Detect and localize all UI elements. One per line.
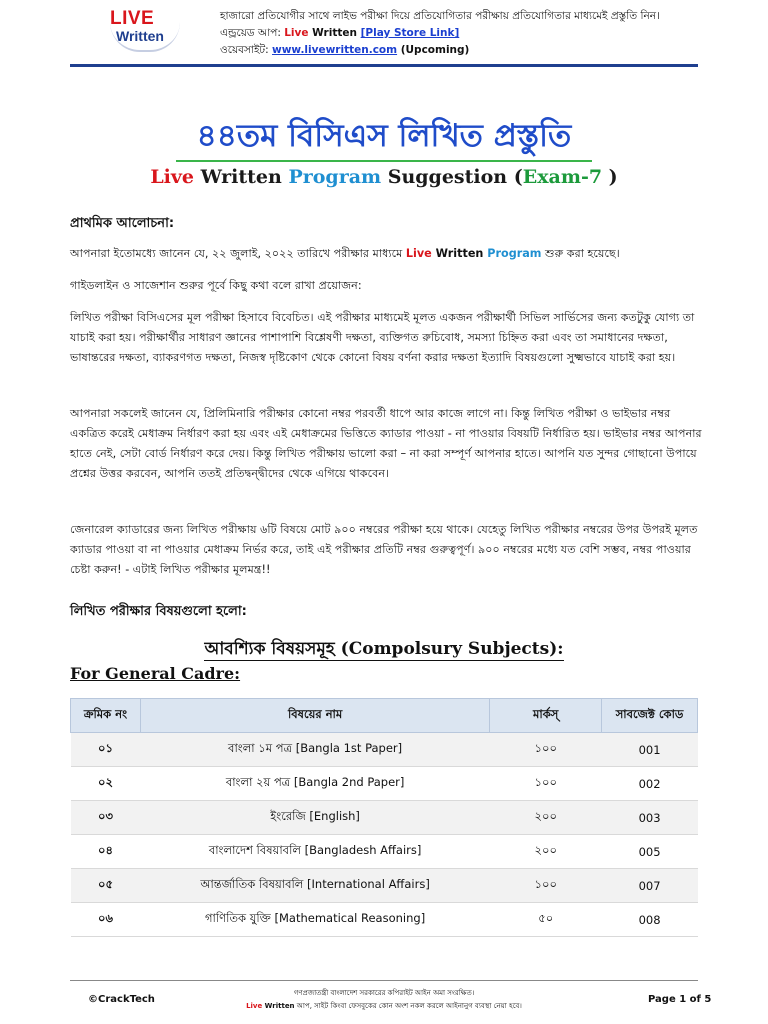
cell-subject-name: আন্তর্জাতিক বিষয়াবলি [International Affairs] bbox=[140, 869, 489, 903]
intro-paragraph-4: আপনারা সকলেই জানেন যে, প্রিলিমিনারি পরীক্ষার কোনো নম্বর পরবর্তী ধাপে আর কাজে লাগে না। কিন্তু লিখিত পরীক্ষা ও ভাইভার নম্বর একত্রিত করেই মেধাক্রম নির্ধারণ করা হয় এবং এই মেধাক্রমের ভিত্তিতে ক্যাডার পাওয়া - না পাওয়ার বিষয়টি নির্ধারিত হয়। ভাইভার নম্বর আপনার হাতে নেই, সেটা বোর্ড নির্ধারণ করে দেয়। কিন্তু লিখিত পরীক্ষায় ভালো করা – না করা সম্পূর্ণ আপনার হাতে। আপনি যত সুন্দর গোছানো উপায়ে প্রশ্নের উত্তর করবেন, আপনি ততই প্রতিদ্বন্দ্বীদের থেকে এগিয়ে থাকবেন। bbox=[70, 407, 702, 480]
table-row bbox=[71, 869, 698, 903]
cell-marks: ৫০ bbox=[490, 903, 602, 937]
cell-serial: ০৪ bbox=[71, 835, 141, 869]
subjects-table bbox=[70, 698, 698, 937]
cell-marks: ১০০ bbox=[490, 869, 602, 903]
footer-notice-line-1: গণপ্রজাতন্ত্রী বাংলাদেশ সরকারের কপিরাইট আইন অমা সংরক্ষিত। bbox=[293, 989, 475, 997]
p1-program: Program bbox=[487, 247, 542, 260]
cell-serial: ০৫ bbox=[71, 869, 141, 903]
logo-written-text: Written bbox=[116, 28, 164, 44]
footer-notice-line-2 bbox=[220, 1000, 548, 1013]
table-row bbox=[71, 801, 698, 835]
cell-code: 008 bbox=[602, 903, 698, 937]
logo-live-text: LIVE bbox=[110, 8, 155, 29]
cell-serial: ০৬ bbox=[71, 903, 141, 937]
play-store-link[interactable]: [Play Store Link] bbox=[360, 27, 460, 39]
page-title: ৪৪তম বিসিএস লিখিত প্রস্তুতি bbox=[196, 118, 572, 154]
footer-divider bbox=[70, 980, 698, 981]
general-cadre-heading: For General Cadre: bbox=[70, 664, 241, 683]
subtitle-written: Written bbox=[194, 166, 289, 188]
table-header-row bbox=[71, 699, 698, 733]
logo-arc-decoration bbox=[110, 22, 180, 52]
subtitle-close: ) bbox=[602, 166, 618, 188]
cell-code: 001 bbox=[602, 733, 698, 767]
intro-paragraph-3: লিখিত পরীক্ষা বিসিএসের মূল পরীক্ষা হিসাবে বিবেচিত। এই পরীক্ষার মাধ্যমেই মূলত একজন পরীক্ষার্থী সিভিল সার্ভিসের জন্য কতটুকু যোগ্য তা যাচাই করা হয়। পরীক্ষার্থীর সাধারণ জ্ঞানের পাশাপাশি বিশ্লেষণী দক্ষতা, ব্যক্তিগত রুচিবোধ, সমস্যা চিহ্নিত করা এবং তা সমাধানের দক্ষতা, ভাষান্তরের দক্ষতা, ব্যাকরণগত দক্ষতা, নিজস্ব দৃষ্টিকোণ থেকে কোনো বিষয় বর্ণনা করার দক্ষতা ইত্যাদি বিষয়গুলো সুক্ষ্মভাবে যাচাই করা হয়। bbox=[70, 311, 695, 364]
website-link[interactable]: www.livewritten.com bbox=[272, 44, 398, 56]
subjects-intro-heading: লিখিত পরীক্ষার বিষয়গুলো হলো: bbox=[70, 604, 247, 619]
footer-written: Written bbox=[262, 1002, 295, 1010]
intro-paragraph-5: জেনারেল ক্যাডারের জন্য লিখিত পরীক্ষায় ৬টি বিষয়ে মোট ৯০০ নম্বরের পরীক্ষা হয়ে থাকে। যেহেতু লিখিত পরীক্ষার নম্বরের উপর উপরই মূলত ক্যাডার পাওয়া বা না পাওয়ার মেধাক্রম নির্ভর করে, তাই এই পরীক্ষার প্রতিটি নম্বর গুরুত্বপূর্ণ। ৯০০ নম্বরের মধ্যে যত বেশি সম্ভব, নম্বর পাওয়ার চেষ্টা করুন! - এটাই লিখিত পরীক্ষার মূলমন্ত্র!! bbox=[70, 523, 698, 576]
table-row bbox=[71, 733, 698, 767]
app-live: Live bbox=[284, 27, 309, 39]
cell-serial: ০৩ bbox=[71, 801, 141, 835]
cell-marks: ১০০ bbox=[490, 733, 602, 767]
footer-notice bbox=[220, 987, 548, 1013]
p1-text-b: শুরু করা হয়েছে। bbox=[541, 247, 620, 260]
p1-written: Written bbox=[431, 247, 488, 260]
table-row bbox=[71, 835, 698, 869]
header-marks: মার্কস্ bbox=[490, 699, 602, 733]
app-label: এন্ড্রয়েড আপ: bbox=[220, 27, 285, 39]
header-divider bbox=[70, 64, 698, 67]
intro-heading: প্রাথমিক আলোচনা: bbox=[70, 216, 175, 231]
subtitle-suggestion: Suggestion ( bbox=[381, 166, 523, 188]
cell-subject-name: বাংলাদেশ বিষয়াবলি [Bangladesh Affairs] bbox=[140, 835, 489, 869]
table-row bbox=[71, 767, 698, 801]
cell-code: 005 bbox=[602, 835, 698, 869]
compulsory-subjects-heading bbox=[0, 636, 768, 664]
cell-marks: ২০০ bbox=[490, 835, 602, 869]
header-info bbox=[220, 8, 660, 59]
cell-serial: ০১ bbox=[71, 733, 141, 767]
cell-subject-name: বাংলা ২য় পত্র [Bangla 2nd Paper] bbox=[140, 767, 489, 801]
page-header bbox=[0, 0, 768, 66]
p1-live: Live bbox=[405, 247, 432, 260]
footer-live: Live bbox=[246, 1002, 263, 1010]
subtitle-program: Program bbox=[288, 166, 382, 188]
header-subject-code: সাবজেক্ট কোড bbox=[602, 699, 698, 733]
cell-subject-name: বাংলা ১ম পত্র [Bangla 1st Paper] bbox=[140, 733, 489, 767]
title-underline bbox=[176, 160, 592, 162]
cell-code: 007 bbox=[602, 869, 698, 903]
footer-notice-rest: আপ, সাইট কিংবা ফেসবুকের কোন অংশ নকল করলে আইনানুগ ব্যবস্থা নেয়া হবে। bbox=[294, 1002, 522, 1010]
cell-serial: ০২ bbox=[71, 767, 141, 801]
app-written: Written bbox=[308, 27, 361, 39]
compulsory-subjects-text: আবশ্যিক বিষয়সমূহ (Compolsury Subjects): bbox=[204, 639, 564, 659]
cell-code: 002 bbox=[602, 767, 698, 801]
cell-marks: ১০০ bbox=[490, 767, 602, 801]
cell-subject-name: ইংরেজি [English] bbox=[140, 801, 489, 835]
intro-paragraph-1 bbox=[70, 244, 702, 264]
header-app-line bbox=[220, 25, 660, 42]
website-note: (Upcoming) bbox=[397, 44, 470, 56]
subtitle-live: Live bbox=[150, 166, 195, 188]
header-tagline: হাজারো প্রতিযোগীর সাথে লাইভ পরীক্ষা দিয়ে প্রতিযোগিতার পরীক্ষায় প্রতিযোগিতার মাধ্যমেই প্রস্তুতি নিন। bbox=[220, 10, 660, 22]
page-subtitle bbox=[0, 166, 768, 188]
table-row bbox=[71, 903, 698, 937]
header-serial: ক্রমিক নং bbox=[71, 699, 141, 733]
cell-subject-name: গাণিতিক যুক্তি [Mathematical Reasoning] bbox=[140, 903, 489, 937]
header-website-line bbox=[220, 42, 660, 59]
cell-code: 003 bbox=[602, 801, 698, 835]
intro-paragraph-2: গাইডলাইন ও সাজেশান শুরুর পূর্বে কিছু কথা বলে রাখা প্রয়োজন: bbox=[70, 279, 362, 292]
page-number: Page 1 of 5 bbox=[648, 994, 712, 1005]
website-label: ওয়েবসাইট: bbox=[220, 44, 273, 56]
live-written-logo bbox=[110, 8, 180, 58]
footer-copyright: ©CrackTech bbox=[88, 994, 155, 1005]
p1-text-a: আপনারা ইতোমধ্যে জানেন যে, ২২ জুলাই, ২০২২ তারিখে পরীক্ষার মাধ্যমে bbox=[70, 247, 406, 260]
subtitle-exam: Exam-7 bbox=[522, 166, 603, 188]
header-subject-name: বিষয়ের নাম bbox=[140, 699, 489, 733]
cell-marks: ২০০ bbox=[490, 801, 602, 835]
